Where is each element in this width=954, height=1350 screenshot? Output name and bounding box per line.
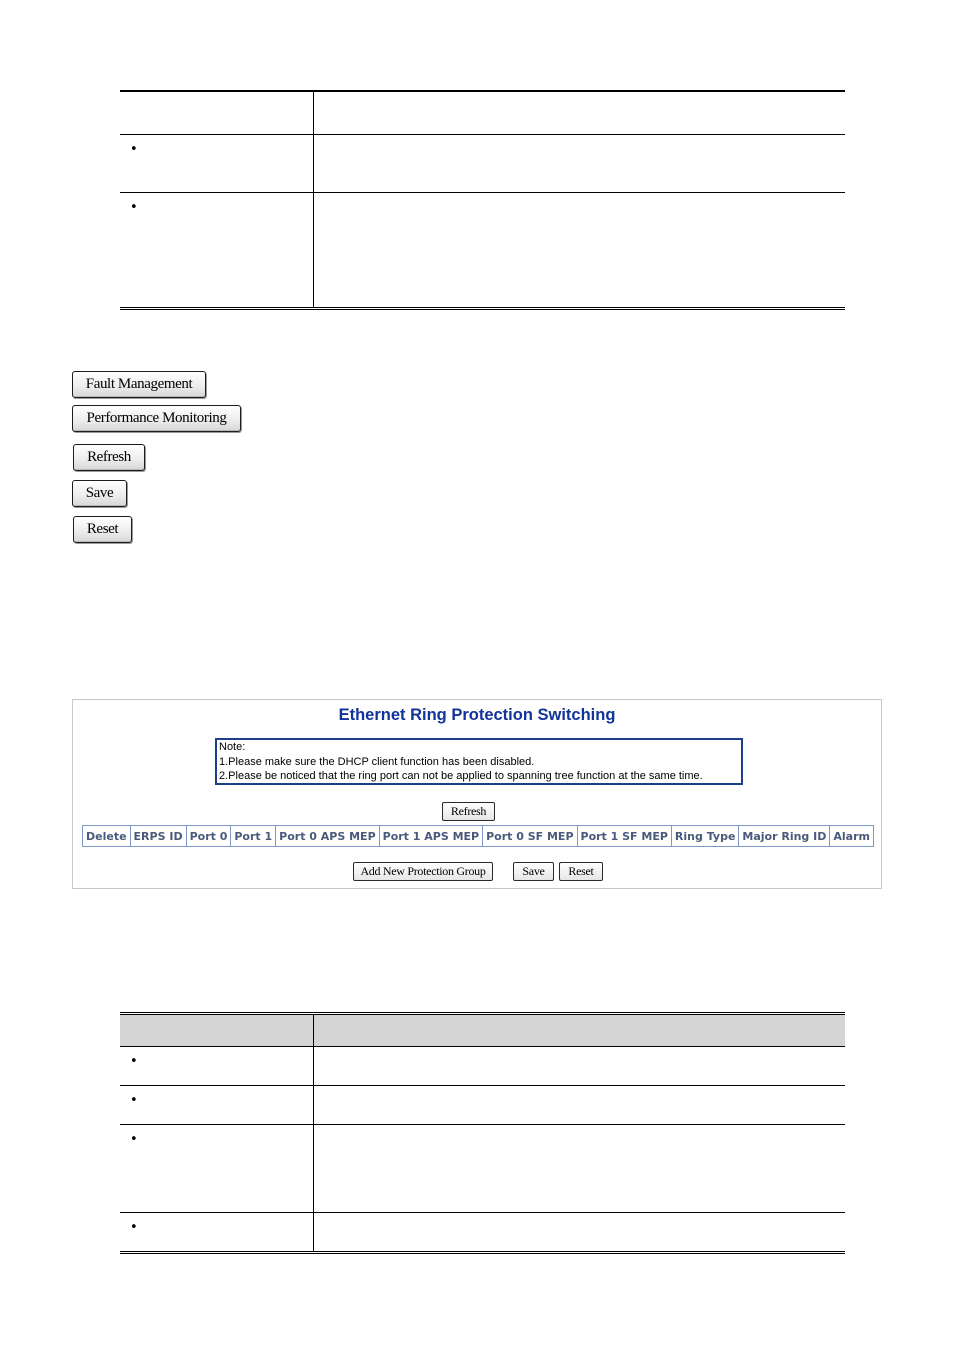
bullet-icon: • — [130, 142, 138, 157]
fault-management-button[interactable]: Fault Management — [72, 371, 206, 398]
table-row — [120, 1086, 314, 1125]
table-cell-description — [314, 1125, 846, 1213]
protection-group-table — [82, 825, 874, 847]
table-row — [120, 1125, 314, 1213]
note-line-2: 2.Please be noticed that the ring port can not be applied to spanning tree function at the same time. — [219, 770, 703, 782]
table-header-object — [120, 1014, 314, 1047]
table-header-object — [120, 91, 314, 135]
table-cell-description — [314, 193, 846, 309]
table-header-description — [314, 91, 846, 135]
add-protection-group-button[interactable]: Add New Protection Group — [353, 862, 493, 881]
reset-button[interactable]: Reset — [73, 516, 132, 543]
bullet-icon: • — [130, 200, 138, 215]
refresh-button[interactable]: Refresh — [73, 444, 145, 471]
bullet-icon: • — [130, 1054, 138, 1069]
column-header-alarm: Alarm — [830, 826, 874, 847]
column-header-port-0-aps-mep: Port 0 APS MEP — [276, 826, 379, 847]
column-header-port-0-sf-mep: Port 0 SF MEP — [483, 826, 577, 847]
panel-refresh-button[interactable]: Refresh — [442, 802, 495, 821]
panel-reset-button[interactable]: Reset — [559, 862, 603, 881]
column-header-port-0: Port 0 — [186, 826, 231, 847]
column-header-delete: Delete — [83, 826, 131, 847]
table-header-description — [314, 1014, 846, 1047]
save-button[interactable]: Save — [72, 480, 127, 507]
bullet-icon: • — [130, 1220, 138, 1235]
table-cell-description — [314, 1047, 846, 1086]
note-heading: Note: — [219, 741, 246, 753]
column-header-port-1: Port 1 — [231, 826, 276, 847]
bullet-icon: • — [130, 1132, 138, 1147]
panel-save-button[interactable]: Save — [513, 862, 554, 881]
table-cell-description — [314, 135, 846, 193]
column-header-ring-type: Ring Type — [671, 826, 738, 847]
table-row — [120, 1213, 314, 1253]
table-cell-description — [314, 1086, 846, 1125]
column-header-major-ring-id: Major Ring ID — [739, 826, 830, 847]
page-title: Ethernet Ring Protection Switching — [338, 706, 616, 724]
table-cell-description — [314, 1213, 846, 1253]
note-line-1: 1.Please make sure the DHCP client function has been disabled. — [219, 755, 535, 768]
table-row — [120, 193, 314, 309]
description-table-bottom — [120, 1012, 845, 1254]
note-box — [215, 738, 743, 785]
column-header-port-1-sf-mep: Port 1 SF MEP — [577, 826, 671, 847]
table-row — [120, 135, 314, 193]
table-row — [120, 1047, 314, 1086]
column-header-erps-id: ERPS ID — [130, 826, 186, 847]
performance-monitoring-button[interactable]: Performance Monitoring — [72, 405, 241, 432]
erps-panel — [72, 699, 882, 889]
description-table-top — [120, 90, 845, 310]
bullet-icon: • — [130, 1093, 138, 1108]
column-header-port-1-aps-mep: Port 1 APS MEP — [379, 826, 482, 847]
